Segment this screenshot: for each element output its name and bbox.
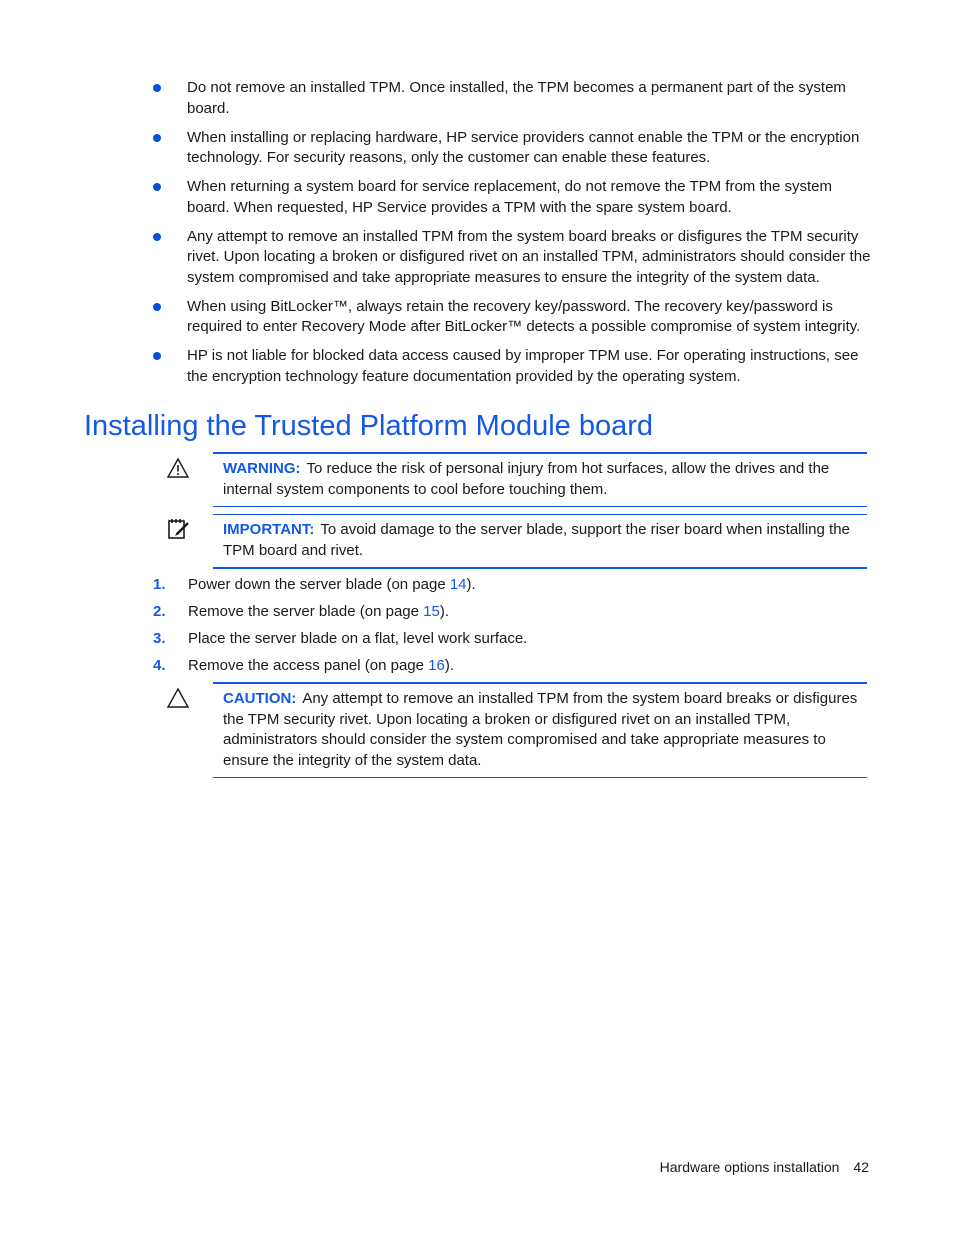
important-text: To avoid damage to the server blade, support the riser board when installing the TPM board and rivet. xyxy=(223,521,850,559)
step-number: 1. xyxy=(153,576,166,593)
caution-label: CAUTION: xyxy=(223,690,297,707)
page-link[interactable]: 15 xyxy=(423,603,440,620)
warning-triangle-icon xyxy=(167,457,189,479)
list-item xyxy=(187,346,871,387)
bullet-dot-icon xyxy=(153,233,161,241)
page-link[interactable]: 14 xyxy=(449,576,467,593)
bullet-list xyxy=(0,78,954,396)
step-number: 4. xyxy=(153,657,166,674)
step-text: Power down the server blade (on page xyxy=(188,576,450,593)
step-text: Remove the server blade (on page xyxy=(188,603,424,620)
bullet-dot-icon xyxy=(153,84,161,92)
step-item xyxy=(153,575,954,602)
list-item xyxy=(187,128,871,169)
section-title: Installing the Trusted Platform Module board xyxy=(84,410,654,442)
step-number: 2. xyxy=(153,603,166,620)
bullet-text: When using BitLocker™, always retain the recovery key/password. The recovery key/password is required to enter Recovery Mode after BitLocker™ detects a possible compromise of system integrity. xyxy=(187,297,861,335)
bullet-dot-icon xyxy=(153,183,161,191)
list-item xyxy=(187,227,871,289)
bullet-dot-icon xyxy=(153,303,161,311)
bullet-text: Any attempt to remove an installed TPM from the system board breaks or disfigures the TPM security rivet. Upon locating a broken or disfigured rivet on an installed TPM, administrators should consider the system compromised and take appropriate measures to ensure the integrity of the system data. xyxy=(187,227,871,286)
list-item xyxy=(187,297,871,338)
step-text-end: ). xyxy=(466,576,476,593)
step-text-end: ). xyxy=(444,657,455,674)
caution-triangle-icon xyxy=(167,687,189,709)
list-item xyxy=(187,177,871,218)
warning-text: To reduce the risk of personal injury from hot surfaces, allow the drives and the internal system components to cool before touching them. xyxy=(223,460,830,498)
important-note xyxy=(213,514,867,569)
bullet-dot-icon xyxy=(153,352,161,360)
step-text-end: ). xyxy=(439,603,449,620)
warning-label: WARNING: xyxy=(223,460,301,477)
bullet-text: Do not remove an installed TPM. Once installed, the TPM becomes a permanent part of the system board. xyxy=(187,79,846,117)
important-label: IMPORTANT: xyxy=(223,521,315,538)
bullet-text: HP is not liable for blocked data access caused by improper TPM use. For operating instructions, see the encryption technology feature documentation provided by the operating system. xyxy=(187,347,859,385)
important-notepad-icon xyxy=(167,517,191,541)
footer-section: Hardware options installation xyxy=(659,1159,840,1175)
list-item xyxy=(187,78,871,119)
step-number: 3. xyxy=(153,630,166,647)
page-link[interactable]: 16 xyxy=(428,657,445,674)
step-text: Remove the access panel (on page xyxy=(188,657,429,674)
steps-list xyxy=(0,575,954,683)
step-text: Place the server blade on a flat, level work surface. xyxy=(188,630,528,647)
bullet-text: When installing or replacing hardware, HP service providers cannot enable the TPM or the encryption technology. For security reasons, only the customer can enable these features. xyxy=(187,128,860,166)
warning-note xyxy=(213,452,867,507)
step-item xyxy=(153,602,954,629)
caution-note xyxy=(213,682,867,778)
step-item xyxy=(153,656,954,683)
bullet-text: When returning a system board for service replacement, do not remove the TPM from the system board. When requested, HP Service provides a TPM with the spare system board. xyxy=(187,178,832,216)
bullet-dot-icon xyxy=(153,134,161,142)
caution-text: Any attempt to remove an installed TPM from the system board breaks or disfigures the TPM security rivet. Upon locating a broken or disfigured rivet on an installed TPM, administrators should consider the system compromised and take appropriate measures to ensure the integrity of the system data. xyxy=(223,690,858,769)
step-item xyxy=(153,629,954,656)
page-footer xyxy=(660,1157,869,1178)
page-number: 42 xyxy=(853,1159,869,1175)
